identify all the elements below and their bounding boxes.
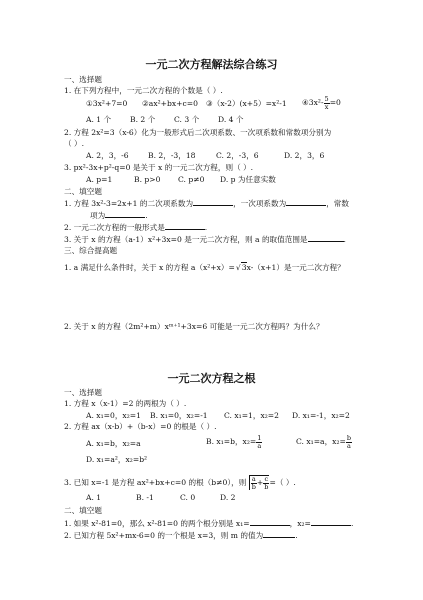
fraction: $\frac{a}{b}$ (251, 475, 256, 491)
option-a: A. p=1 (86, 175, 113, 184)
option-a: A. x₁=0，x₂=1 (86, 411, 141, 420)
option-c: C. x₁=1，x₂=2 (224, 411, 280, 420)
option-d: D. 2 (220, 493, 236, 502)
option-d: D. x₁=-1，x₂=2 (292, 411, 350, 420)
fill-question: 1. 如果 x²-81=0，那么 x²-81=0 的两个根分别是 x₁= ，x₂= . (64, 519, 354, 528)
fill-question: 3. 关于 x 的方程（a-1）x²+3x=0 是一元二次方程，则 a 的取值范围是 . (64, 235, 346, 244)
option-b: B. 2 个 (130, 115, 156, 124)
question-stem: 2. 方程 2x²=3（x-6）化为一般形式后二次项系数、一次项系数和常数项分别为 (64, 128, 332, 137)
option-c: C. 2，-3，6 (216, 151, 259, 160)
option-b: B. p>0 (134, 175, 161, 184)
option-b: B. x₁=b，x₂= $\frac{1}{a}$ (206, 434, 262, 450)
option-a: A. 2，3，-6 (86, 151, 129, 160)
option-a: A. 1 个 (86, 115, 112, 124)
option-d: D. x₁=a²，x₂=b² (86, 455, 148, 464)
section-title: 一元二次方程解法综合练习 (145, 58, 278, 71)
option-item: ①3x²+7=0 (86, 99, 128, 108)
section-title: 一元二次方程之根 (167, 372, 256, 385)
heading-advanced: 三、综合提高题 (64, 246, 118, 255)
heading-choice: 一、选择题 (64, 388, 102, 397)
option-item: ④3x²- $\frac{5}{x}$ =0 (302, 95, 341, 111)
question-stem: 3. 已知 x=-1 是方程 ax²+bx+c=0 的根（b≠0），则 $\frac{a}{b}$ + $\frac{c}{b}$ =（ ）. (64, 475, 296, 491)
fraction: $\frac{c}{b}$ (264, 475, 269, 491)
option-d: D. 4 个 (218, 115, 244, 124)
option-a: A. x₁=b，x₂=a (86, 439, 141, 448)
option-b: B. 2，-3，18 (148, 151, 196, 160)
option-c: C. 0 (180, 493, 196, 502)
question-stem: （ ）. (64, 139, 85, 148)
heading-fill: 二、填空题 (64, 187, 102, 196)
question-stem: 1. 在下列方程中，一元二次方程的个数是（ ）. (64, 86, 223, 95)
option-c: C. x₁=a，x₂= $\frac{b}{a}$ (296, 434, 352, 450)
fraction: $\frac{5}{x}$ (324, 95, 329, 111)
option-c: C. p≠0 (178, 175, 205, 184)
option-b: B. -1 (136, 493, 154, 502)
heading-fill: 二、填空题 (64, 506, 102, 515)
fill-question: 2. 一元二次方程的一般形式是 . (64, 223, 208, 232)
option-c: C. 3 个 (174, 115, 200, 124)
option-item: ③（x-2）(x+5）=x²-1 (206, 99, 287, 108)
fill-question: 项为 . (90, 211, 148, 220)
option-item: ②ax²+bx+c=0 (142, 99, 198, 108)
option-d: D. 2，3，6 (284, 151, 325, 160)
heading-choice: 一、选择题 (64, 75, 102, 84)
option-b: B. x₁=0，x₂=-1 (150, 411, 208, 420)
fraction: $\frac{1}{a}$ (257, 434, 262, 450)
advanced-question: 2. 关于 x 的方程（2m²+m）xᵐ⁺¹+3x=6 可能是一元二次方程吗？为什么？ (64, 322, 324, 331)
fill-question: 1. 方程 3x²-3=2x+1 的二次项系数为 ，一次项系数为 ，常数 (64, 199, 349, 208)
fill-question: 2. 已知方程 5x²+mx-6=0 的一个根是 x=3，则 m 的值为 . (64, 531, 298, 540)
option-a: A. 1 (86, 493, 102, 502)
option-d: D. p 为任意实数 (220, 175, 276, 184)
question-stem: 1. 方程 x（x-1）=2 的两根为（ ）. (64, 399, 187, 408)
question-stem: 3. px²-3x+p²-q=0 是关于 x 的一元二次方程，则（ ）. (64, 163, 254, 172)
advanced-question: 1. a 满足什么条件时，关于 x 的方程 a（x²+x）=√ 3x-（x+1）是一元二次方程？ (64, 262, 345, 272)
fraction: $\frac{b}{a}$ (346, 434, 352, 450)
question-stem: 2. 方程 ax（x-b）+（b-x）=0 的根是（ ）. (64, 422, 217, 431)
